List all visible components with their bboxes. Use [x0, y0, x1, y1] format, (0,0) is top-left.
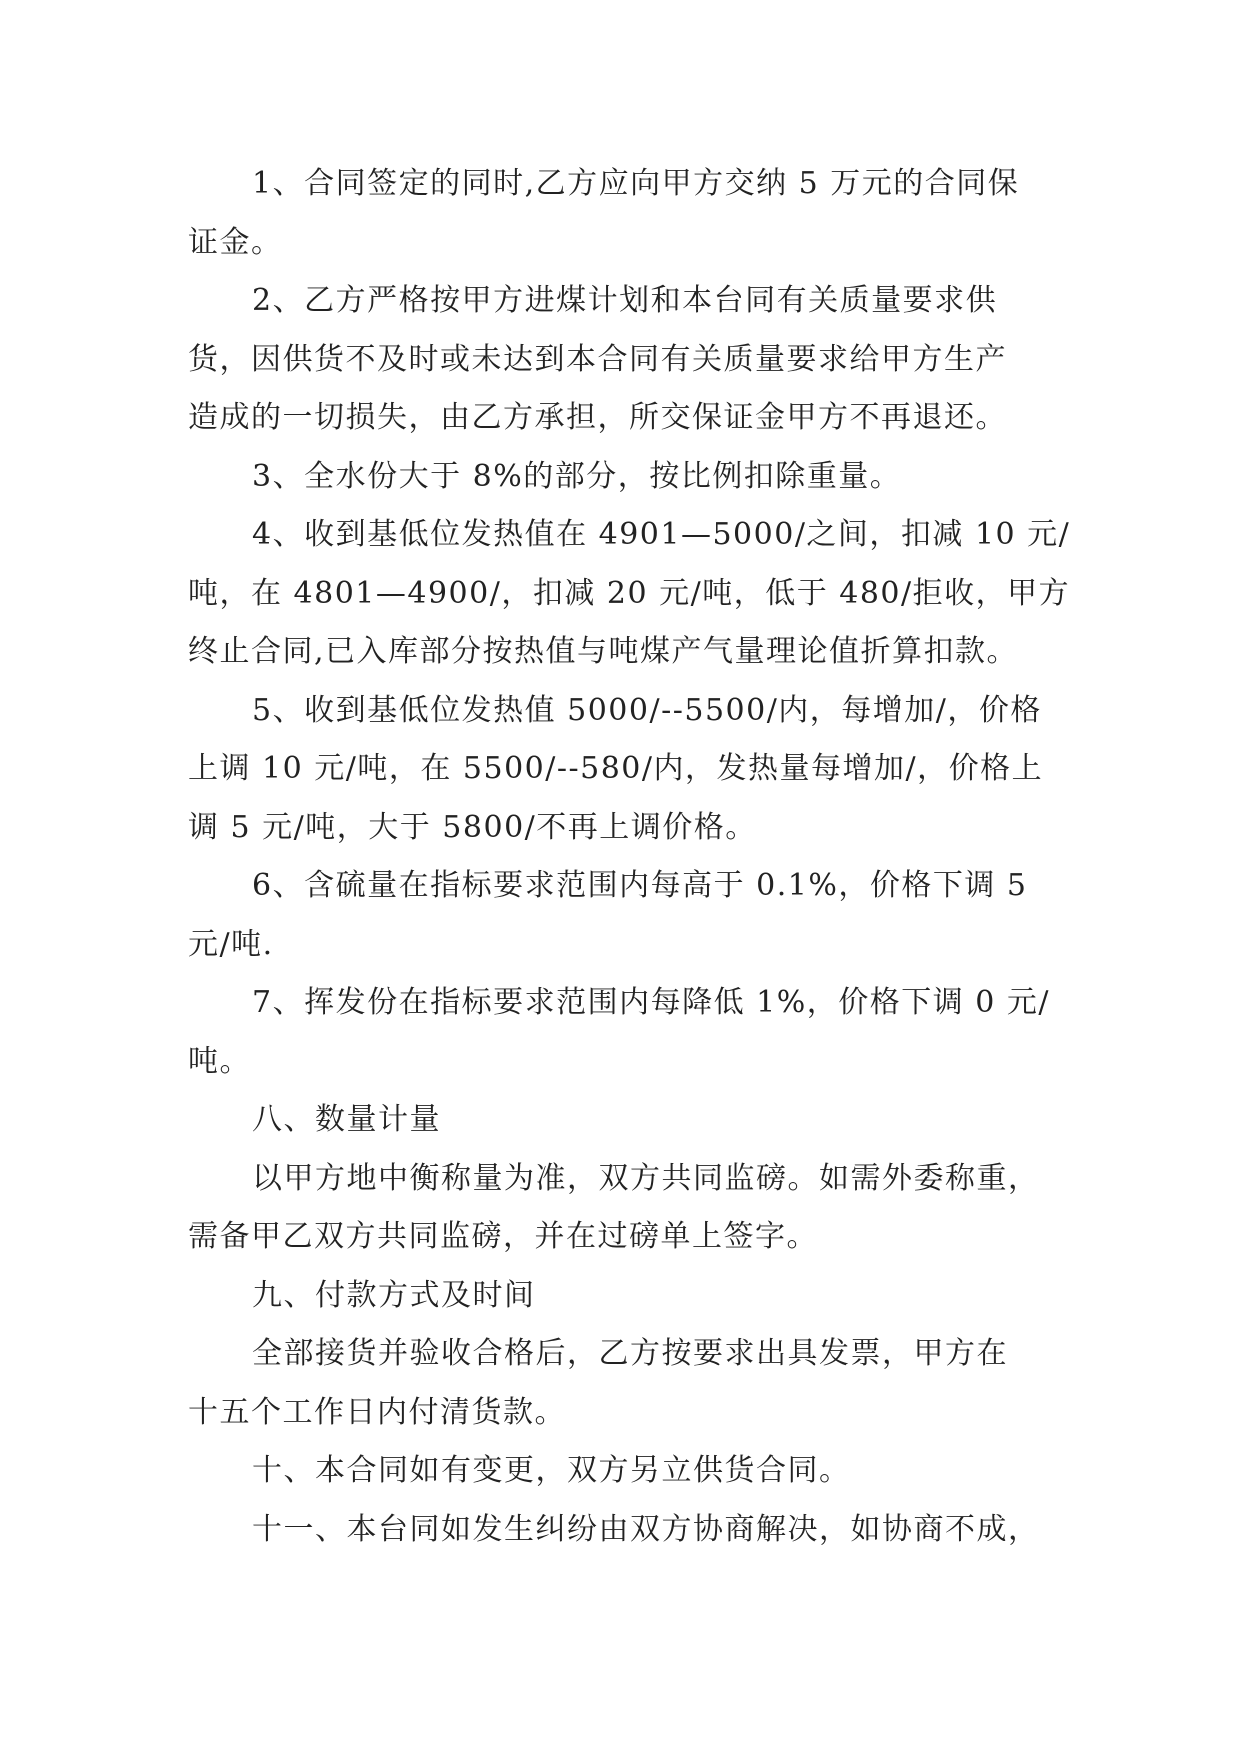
text-line: 全部接货并验收合格后，乙方按要求出具发票，甲方在 [252, 1336, 1008, 1371]
text-line: 证金。 [188, 224, 283, 260]
text-line: 上调 10 元/吨，在 5500/--580/内，发热量每增加/，价格上 [188, 751, 1044, 786]
clause-1 [188, 155, 1053, 272]
section-heading-quantity [188, 1091, 1053, 1150]
text-line: 吨。 [188, 1043, 251, 1079]
clause-6 [188, 857, 1053, 974]
section-heading-payment [188, 1267, 1053, 1326]
text-line: 6、含硫量在指标要求范围内每高于 0.1%，价格下调 5 [252, 868, 1028, 903]
text-line: 调 5 元/吨，大于 5800/不再上调价格。 [188, 809, 757, 845]
document-body [188, 155, 1071, 1559]
text-line: 造成的一切损失，由乙方承担，所交保证金甲方不再退还。 [188, 400, 1007, 435]
text-line: 需备甲乙双方共同监磅，并在过磅单上签字。 [188, 1219, 818, 1254]
payment-text [188, 1325, 1053, 1442]
text-line: 货，因供货不及时或未达到本合同有关质量要求给甲方生产 [188, 341, 1007, 377]
text-line: 2、乙方严格按甲方进煤计划和本台同有关质量要求供 [252, 283, 998, 318]
text-line: 十五个工作日内付清货款。 [188, 1394, 566, 1430]
clause-3 [188, 448, 1053, 507]
text-line: 5、收到基低位发热值 5000/--5500/内，每增加/，价格 [252, 692, 1042, 728]
text-line: 7、挥发份在指标要求范围内每降低 1%，价格下调 0 元/ [252, 985, 1050, 1020]
section-changes [188, 1442, 1053, 1501]
clause-4 [188, 506, 1071, 682]
text-line: 八、数量计量 [252, 1102, 441, 1137]
text-line: 九、付款方式及时间 [252, 1277, 536, 1313]
text-line: 十一、本台同如发生纠纷由双方协商解决，如协商不成， [252, 1511, 1040, 1547]
text-line: 吨，在 4801—4900/，扣减 20 元/吨，低于 480/拒收，甲方 [188, 575, 1071, 611]
text-line: 3、全水份大于 8%的部分，按比例扣除重量。 [252, 458, 902, 494]
clause-2 [188, 272, 1053, 448]
text-line: 以甲方地中衡称量为准，双方共同监磅。如需外委称重， [252, 1160, 1040, 1196]
text-line: 1、合同签定的同时,乙方应向甲方交纳 5 万元的合同保 [252, 166, 1020, 201]
text-line: 4、收到基低位发热值在 4901—5000/之间，扣减 10 元/ [252, 517, 1071, 552]
text-line: 十、本合同如有变更，双方另立供货合同。 [252, 1453, 851, 1488]
text-line: 元/吨. [188, 926, 274, 962]
clause-7 [188, 974, 1053, 1091]
clause-5 [188, 682, 1053, 858]
text-line: 终止合同,已入库部分按热值与吨煤产气量理论值折算扣款。 [188, 634, 1019, 669]
quantity-text [188, 1150, 1053, 1267]
section-disputes [188, 1501, 1053, 1560]
